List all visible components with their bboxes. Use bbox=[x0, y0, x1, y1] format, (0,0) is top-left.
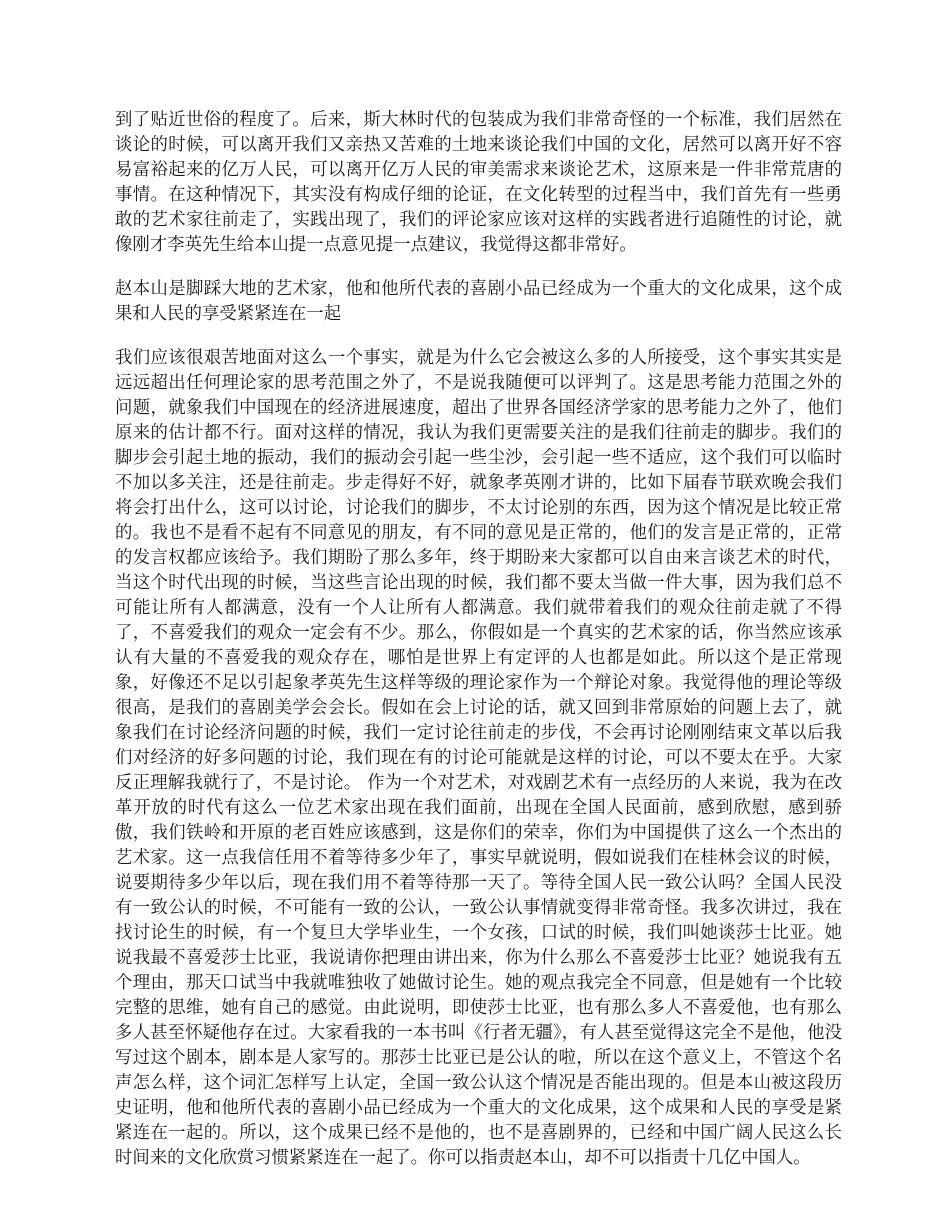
paragraph-2-heading: 赵本山是脚踩大地的艺术家，他和他所代表的喜剧小品已经成为一个重大的文化成果，这个成果和人民的享受紧紧连在一起 bbox=[115, 279, 842, 324]
paragraph-1: 到了贴近世俗的程度了。后来，斯大林时代的包装成为我们非常奇怪的一个标准，我们居然在谈论的时候，可以离开我们又亲热又苦难的土地来谈论我们中国的文化，居然可以离开好不容易富裕起来的亿万人民，可以离开亿万人民的审美需求来谈论艺术，这原来是一件非常荒唐的事情。在这种情况下，其实没有构成仔细的论证，在文化转型的过程当中，我们首先有一些勇敢的艺术家往前走了，实践出现了，我们的评论家应该对这样的实践者进行追随性的讨论，就像刚才李英先生给本山提一点意见提一点建议，我觉得这都非常好。 bbox=[115, 110, 842, 255]
document-page bbox=[115, 108, 842, 1190]
paragraph-3: 我们应该很艰苦地面对这么一个事实，就是为什么它会被这么多的人所接受，这个事实其实是远远超出任何理论家的思考范围之外了，不是说我随便可以评判了。这是思考能力范围之外的问题，就象我们中国现在的经济进展速度，超出了世界各国经济学家的思考能力之外了，他们原来的估计都不行。面对这样的情况，我认为我们更需要关注的是我们往前走的脚步。我们的脚步会引起土地的振动，我们的振动会引起一些尘沙，会引起一些不适应，这个我们可以临时不加以多关注，还是往前走。步走得好不好，就象孝英刚才讲的，比如下届春节联欢晚会我们将会打出什么，这可以讨论，讨论我们的脚步，不太讨论别的东西，因为这个情况是比较正常的。我也不是看不起有不同意见的朋友，有不同的意见是正常的，他们的发言是正常的，正常的发言权都应该给予。我们期盼了那么多年，终于期盼来大家都可以自由来言谈艺术的时代，当这个时代出现的时候，当这些言论出现的时候，我们都不要太当做一件大事，因为我们总不可能让所有人都满意，没有一个人让所有人都满意。我们就带着我们的观众往前走就了不得了，不喜爱我们的观众一定会有不少。那么，你假如是一个真实的艺术家的话，你当然应该承认有大量的不喜爱我的观众存在，哪怕是世界上有定评的人也都是如此。所以这个是正常现象，好像还不足以引起象孝英先生这样等级的理论家作为一个辩论对象。我觉得他的理论等级很高，是我们的喜剧美学会会长。假如在会上讨论的话，就又回到非常原始的问题上去了，就象我们在讨论经济问题的时候，我们一定讨论往前走的步伐，不会再讨论刚刚结束文革以后我们对经济的好多问题的讨论，我们现在有的讨论可能就是这样的讨论，可以不要太在乎。大家反正理解我就行了，不是讨论。 作为一个对艺术，对戏剧艺术有一点经历的人来说，我为在改革开放的时代有这么一位艺术家出现在我们面前，出现在全国人民面前，感到欣慰，感到骄傲，我们铁岭和开原的老百姓应该感到，这是你们的荣幸，你们为中国提供了这么一个杰出的艺术家。这一点我信任用不着等待多少年了，事实早就说明，假如说我们在桂林会议的时候，说要期待多少年以后，现在我们用不着等待那一天了。等待全国人民一致公认吗？全国人民没有一致公认的时候，不可能有一致的公认，一致公认事情就变得非常奇怪。我多次讲过，我在找讨论生的时候，有一个复旦大学毕业生，一个女孩，口试的时候，我们叫她谈莎士比亚。她说我最不喜爱莎士比亚，我说请你把理由讲出来，你为什么那么不喜爱莎士比亚？她说我有五个理由，那天口试当中我就唯独收了她做讨论生。她的观点我完全不同意，但是她有一个比较完整的思维，她有自己的感觉。由此说明，即使莎士比亚，也有那么多人不喜爱他，也有那么多人甚至怀疑他存在过。大家看我的一本书叫《行者无疆》，有人甚至觉得这完全不是他，他没写过这个剧本，剧本是人家写的。那莎士比亚已是公认的啦，所以在这个意义上，不管这个名声怎么样，这个词汇怎样写上认定，全国一致公认这个情况是否能出现的。但是本山被这段历史证明，他和他所代表的喜剧小品已经成为一个重大的文化成果，这个成果和人民的享受是紧紧连在一起的。所以，这个成果已经不是他的，也不是喜剧界的，已经和中国广阔人民这么长时间来的文化欣赏习惯紧紧连在一起了。你可以指责赵本山，却不可以指责十几亿中国人。 bbox=[115, 348, 842, 1168]
